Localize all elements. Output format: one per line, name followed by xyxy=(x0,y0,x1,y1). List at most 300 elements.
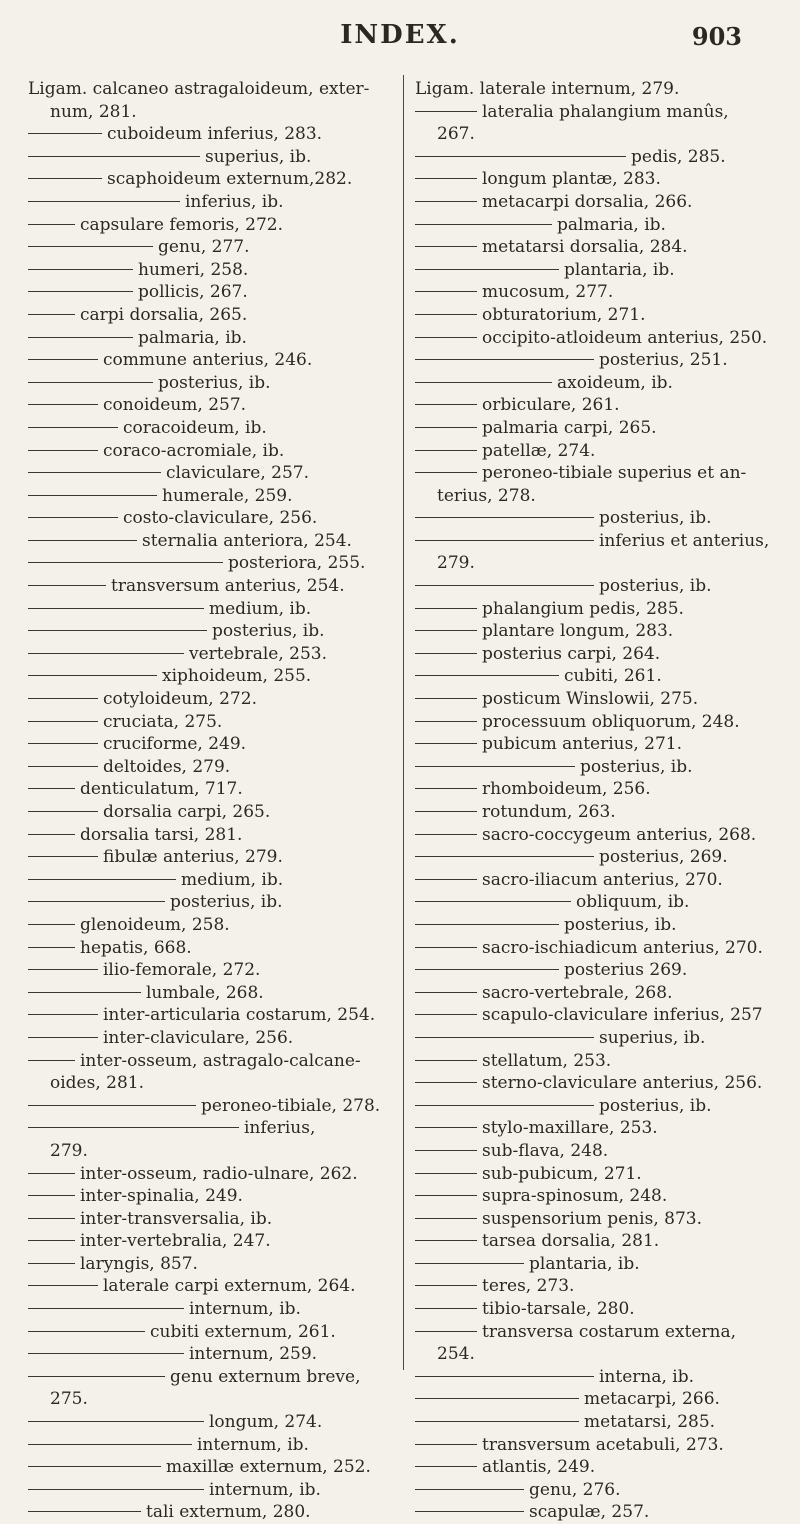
index-entry-text: pollicis, 267. xyxy=(138,282,248,303)
index-entry-text: cuboideum inferius, 283. xyxy=(107,124,323,145)
index-entry xyxy=(415,1072,795,1095)
ditto-dash xyxy=(415,1127,477,1128)
ditto-dash xyxy=(415,856,594,857)
index-entry xyxy=(28,1027,398,1050)
index-entry-text: inferius, xyxy=(244,1118,316,1139)
index-entry-text: sacro-coccygeum anterius, 268. xyxy=(482,824,757,845)
index-entry-text: genu, 276. xyxy=(529,1479,621,1500)
index-entry xyxy=(415,914,795,937)
index-entry xyxy=(415,620,795,643)
index-entry-text: inter-vertebralia, 247. xyxy=(80,1231,271,1252)
ditto-dash xyxy=(415,766,575,767)
index-entry xyxy=(415,168,795,191)
index-entry xyxy=(28,643,398,666)
index-entry-text: genu externum breve, xyxy=(170,1366,361,1387)
index-entry-text: processuum obliquorum, 248. xyxy=(482,711,740,732)
index-entry-text: stellatum, 253. xyxy=(482,1050,612,1071)
ditto-dash xyxy=(28,1240,75,1241)
index-entry xyxy=(28,1117,398,1140)
index-entry-text: claviculare, 257. xyxy=(166,463,310,484)
index-entry xyxy=(415,191,795,214)
ditto-dash xyxy=(28,788,75,789)
index-entry-text: inter-transversalia, ib. xyxy=(80,1208,273,1229)
ditto-dash xyxy=(415,1376,594,1377)
index-entry-text: peroneo-tibiale superius et an- xyxy=(482,463,747,484)
ditto-dash xyxy=(28,1285,98,1286)
index-entry xyxy=(415,1343,795,1366)
ditto-dash xyxy=(415,382,552,383)
ditto-dash xyxy=(415,585,594,586)
index-entry xyxy=(415,1095,795,1118)
ditto-dash xyxy=(415,1331,477,1332)
index-entry xyxy=(415,530,795,553)
index-entry xyxy=(415,281,795,304)
index-entry xyxy=(28,891,398,914)
index-entry-text: dorsalia carpi, 265. xyxy=(103,802,271,822)
index-entry-text: superius, ib. xyxy=(205,146,312,167)
index-entry-text: internum, 259. xyxy=(189,1344,318,1365)
index-entry xyxy=(28,1298,398,1321)
ditto-dash xyxy=(415,1285,477,1286)
ditto-dash xyxy=(28,517,118,518)
index-entry-text: 267. xyxy=(437,124,475,145)
index-entry-text: sterno-claviculare anterius, 256. xyxy=(482,1073,763,1094)
ditto-dash xyxy=(28,969,98,970)
ditto-dash xyxy=(28,178,102,179)
index-entry xyxy=(28,959,398,982)
index-entry-text: carpi dorsalia, 265. xyxy=(80,304,248,325)
index-entry-text: rhomboideum, 256. xyxy=(482,779,651,800)
index-entry xyxy=(415,959,795,982)
index-entry-text: glenoideum, 258. xyxy=(80,914,230,935)
index-entry xyxy=(415,665,795,688)
index-entry-text: inter-osseum, astragalo-calcane- xyxy=(80,1050,361,1071)
right-column xyxy=(415,78,795,1524)
ditto-dash xyxy=(28,924,75,925)
ditto-dash xyxy=(28,653,184,654)
index-entry xyxy=(28,485,398,508)
index-entry-text: oides, 281. xyxy=(50,1073,144,1094)
index-entry-text: 279. xyxy=(437,553,475,574)
ditto-dash xyxy=(28,1173,75,1174)
ditto-dash xyxy=(28,133,102,134)
ditto-dash xyxy=(415,156,626,157)
ditto-dash xyxy=(415,1218,477,1219)
index-entry-text: hepatis, 668. xyxy=(80,937,192,958)
index-entry xyxy=(28,372,398,395)
index-entry-text: posteriora, 255. xyxy=(228,553,366,574)
ditto-dash xyxy=(415,224,552,225)
index-entry xyxy=(28,1434,398,1457)
index-entry xyxy=(415,349,795,372)
index-entry xyxy=(28,937,398,960)
index-entry-text: commune anterius, 246. xyxy=(103,350,313,371)
ditto-dash xyxy=(28,156,200,157)
index-entry xyxy=(415,1388,795,1411)
ditto-dash xyxy=(28,359,98,360)
index-entry xyxy=(415,552,795,575)
index-entry xyxy=(415,891,795,914)
index-entry xyxy=(28,620,398,643)
ditto-dash xyxy=(415,924,559,925)
index-entry xyxy=(28,1456,398,1479)
index-entry xyxy=(28,598,398,621)
index-entry-text: peroneo-tibiale, 278. xyxy=(201,1095,381,1116)
index-entry xyxy=(415,1253,795,1276)
ditto-dash xyxy=(415,1398,579,1399)
ditto-dash xyxy=(415,1173,477,1174)
left-column xyxy=(28,78,398,1524)
ditto-dash xyxy=(28,879,176,880)
index-entry xyxy=(28,168,398,191)
index-entry xyxy=(415,1366,795,1389)
ditto-dash xyxy=(415,834,477,835)
index-entry-text: palmaria, ib. xyxy=(138,327,247,348)
index-entry xyxy=(28,462,398,485)
column-divider xyxy=(403,75,404,1370)
index-entry-text: sacro-ischiadicum anterius, 270. xyxy=(482,937,763,958)
index-entry xyxy=(28,349,398,372)
index-entry-text: sub-flava, 248. xyxy=(482,1140,609,1161)
index-entry-text: posterius, ib. xyxy=(212,621,325,642)
ditto-dash xyxy=(415,1150,477,1151)
index-entry xyxy=(415,1411,795,1434)
index-entry xyxy=(415,1321,795,1344)
ditto-dash xyxy=(415,291,477,292)
index-entry-text: orbiculare, 261. xyxy=(482,395,620,416)
index-entry-text: pubicum anterius, 271. xyxy=(482,734,683,755)
index-entry-text: teres, 273. xyxy=(482,1276,575,1297)
ditto-dash xyxy=(28,314,75,315)
index-entry xyxy=(28,236,398,259)
index-entry xyxy=(415,236,795,259)
ditto-dash xyxy=(28,811,98,812)
ditto-dash xyxy=(28,1060,75,1061)
ditto-dash xyxy=(28,1489,204,1490)
index-entry xyxy=(28,259,398,282)
index-entry xyxy=(28,1253,398,1276)
index-entry xyxy=(415,101,795,124)
index-entry-text: dorsalia tarsi, 281. xyxy=(80,824,243,845)
index-entry xyxy=(415,394,795,417)
index-entry-text: posterius, ib. xyxy=(599,508,712,529)
ditto-dash xyxy=(415,788,477,789)
ditto-dash xyxy=(28,201,180,202)
index-entry-text: cubiti, 261. xyxy=(564,666,662,687)
ditto-dash xyxy=(415,540,594,541)
index-entry xyxy=(415,485,795,508)
ditto-dash xyxy=(415,675,559,676)
ditto-dash xyxy=(415,721,477,722)
index-entry-text: metacarpi, 266. xyxy=(584,1389,720,1410)
index-entry xyxy=(415,440,795,463)
index-entry xyxy=(415,688,795,711)
index-entry xyxy=(28,123,398,146)
ditto-dash xyxy=(28,608,204,609)
index-entry xyxy=(415,1004,795,1027)
index-entry-text: medium, ib. xyxy=(209,598,312,619)
index-entry xyxy=(28,1095,398,1118)
ditto-dash xyxy=(415,1511,524,1512)
index-entry-text: costo-claviculare, 256. xyxy=(123,508,318,529)
ditto-dash xyxy=(415,698,477,699)
ditto-dash xyxy=(28,427,118,428)
index-entry-text: transversa costarum externa, xyxy=(482,1321,737,1342)
index-entry-text: palmaria, ib. xyxy=(557,214,666,235)
ditto-dash xyxy=(415,111,477,112)
page-title: INDEX. xyxy=(340,20,460,50)
index-entry xyxy=(415,1050,795,1073)
ditto-dash xyxy=(28,856,98,857)
index-entry-text: plantaria, ib. xyxy=(529,1253,640,1274)
ditto-dash xyxy=(415,201,477,202)
index-entry xyxy=(28,778,398,801)
index-entry xyxy=(415,1185,795,1208)
ditto-dash xyxy=(28,1308,184,1309)
index-entry xyxy=(415,598,795,621)
index-entry xyxy=(415,756,795,779)
index-entry-text: lateralia phalangium manûs, xyxy=(482,101,729,122)
ditto-dash xyxy=(28,291,133,292)
index-entry-text: suspensorium penis, 873. xyxy=(482,1208,702,1229)
index-entry-text: phalangium pedis, 285. xyxy=(482,598,684,619)
index-entry-text: internum, ib. xyxy=(209,1479,321,1500)
index-entry xyxy=(415,1501,795,1524)
index-entry xyxy=(415,417,795,440)
index-entry-text: internum, ib. xyxy=(189,1299,301,1320)
index-entry xyxy=(28,733,398,756)
index-entry-text: fibulæ anterius, 279. xyxy=(103,847,283,868)
ditto-dash xyxy=(415,1263,524,1264)
index-entry xyxy=(28,1275,398,1298)
index-entry-text: coracoideum, ib. xyxy=(123,417,267,438)
index-entry xyxy=(28,146,398,169)
index-entry xyxy=(28,530,398,553)
ditto-dash xyxy=(28,1376,165,1377)
index-entry xyxy=(28,1208,398,1231)
index-entry xyxy=(28,440,398,463)
ditto-dash xyxy=(28,1466,161,1467)
ditto-dash xyxy=(415,1308,477,1309)
index-entry-text: posterius carpi, 264. xyxy=(482,643,661,664)
ditto-dash xyxy=(28,834,75,835)
index-entry xyxy=(28,1163,398,1186)
ditto-dash xyxy=(415,1082,477,1083)
index-entry-text: mucosum, 277. xyxy=(482,282,614,303)
index-entry xyxy=(28,1185,398,1208)
ditto-dash xyxy=(415,404,477,405)
ditto-dash xyxy=(415,653,477,654)
index-entry xyxy=(415,372,795,395)
index-entry xyxy=(28,982,398,1005)
index-entry xyxy=(415,214,795,237)
index-entry xyxy=(28,1479,398,1502)
index-entry-text: inter-osseum, radio-ulnare, 262. xyxy=(80,1163,358,1184)
index-entry xyxy=(28,665,398,688)
ditto-dash xyxy=(28,404,98,405)
ditto-dash xyxy=(28,1037,98,1038)
ditto-dash xyxy=(28,1014,98,1015)
ditto-dash xyxy=(28,947,75,948)
ditto-dash xyxy=(415,1105,594,1106)
ditto-dash xyxy=(28,1263,75,1264)
index-entry xyxy=(415,1456,795,1479)
index-entry xyxy=(415,123,795,146)
ditto-dash xyxy=(415,1444,477,1445)
index-entry-text: inter-articularia costarum, 254. xyxy=(103,1005,376,1026)
ditto-dash xyxy=(415,992,477,993)
index-entry-text: supra-spinosum, 248. xyxy=(482,1186,668,1207)
ditto-dash xyxy=(28,766,98,767)
index-entry xyxy=(28,711,398,734)
index-entry xyxy=(415,327,795,350)
index-entry-text: capsulare femoris, 272. xyxy=(80,214,284,235)
ditto-dash xyxy=(415,1240,477,1241)
index-entry-text: axoideum, ib. xyxy=(557,372,673,393)
index-entry-text: plantare longum, 283. xyxy=(482,621,674,642)
ditto-dash xyxy=(28,495,157,496)
index-entry-text: 254. xyxy=(437,1344,475,1365)
ditto-dash xyxy=(28,1444,192,1445)
index-entry-text: humeri, 258. xyxy=(138,259,249,280)
index-entry-text: cubiti externum, 261. xyxy=(150,1321,336,1342)
index-entry-text: posterius, 251. xyxy=(599,350,728,371)
ditto-dash xyxy=(415,1014,477,1015)
ditto-dash xyxy=(28,698,98,699)
index-entry-text: laryngis, 857. xyxy=(80,1253,198,1274)
ditto-dash xyxy=(28,540,137,541)
index-entry xyxy=(415,304,795,327)
ditto-dash xyxy=(28,269,133,270)
index-entry-text: posterius, ib. xyxy=(599,576,712,597)
index-entry-text: tibio-tarsale, 280. xyxy=(482,1299,635,1320)
ditto-dash xyxy=(28,1218,75,1219)
page-header xyxy=(0,20,800,60)
index-entry-text: humerale, 259. xyxy=(162,485,293,506)
index-entry-text: inferius et anterius, xyxy=(599,530,770,551)
ditto-dash xyxy=(415,269,559,270)
index-entry-text: 275. xyxy=(50,1389,88,1410)
index-entry xyxy=(28,304,398,327)
index-entry-text: cotyloideum, 272. xyxy=(103,689,257,710)
index-entry xyxy=(415,1208,795,1231)
ditto-dash xyxy=(415,472,477,473)
index-entry xyxy=(28,1321,398,1344)
index-entry-text: longum plantæ, 283. xyxy=(482,169,661,190)
ditto-dash xyxy=(415,969,559,970)
index-entry-text: longum, 274. xyxy=(209,1412,323,1433)
index-entry xyxy=(28,869,398,892)
index-entry-text: scapulæ, 257. xyxy=(529,1502,650,1523)
index-entry-text: scapulo-claviculare inferius, 257 xyxy=(482,1005,763,1026)
index-entry xyxy=(415,78,795,101)
index-entry-text: conoideum, 257. xyxy=(103,395,247,416)
ditto-dash xyxy=(28,246,153,247)
page-number: 903 xyxy=(691,22,742,51)
index-entry-text: terius, 278. xyxy=(437,485,536,506)
index-entry xyxy=(415,801,795,824)
ditto-dash xyxy=(28,562,223,563)
index-entry xyxy=(28,552,398,575)
ditto-dash xyxy=(28,743,98,744)
index-entry xyxy=(415,869,795,892)
index-entry xyxy=(28,575,398,598)
index-entry-text: ilio-femorale, 272. xyxy=(103,960,261,981)
ditto-dash xyxy=(415,359,594,360)
index-entry-text: posterius, ib. xyxy=(580,756,693,777)
index-entry xyxy=(28,507,398,530)
ditto-dash xyxy=(28,382,153,383)
ditto-dash xyxy=(415,608,477,609)
ditto-dash xyxy=(415,1037,594,1038)
ditto-dash xyxy=(28,337,133,338)
index-entry-text: obliquum, ib. xyxy=(576,892,690,913)
index-entry xyxy=(415,1230,795,1253)
index-entry-text: metatarsi dorsalia, 284. xyxy=(482,237,688,258)
ditto-dash xyxy=(28,472,161,473)
index-entry-text: palmaria carpi, 265. xyxy=(482,417,657,438)
index-entry-text: posticum Winslowii, 275. xyxy=(482,689,699,710)
index-entry-text: laterale carpi externum, 264. xyxy=(103,1276,356,1297)
index-entry-text: plantaria, ib. xyxy=(564,259,675,280)
index-entry xyxy=(28,191,398,214)
ditto-dash xyxy=(28,1105,196,1106)
index-entry xyxy=(415,146,795,169)
index-entry xyxy=(28,327,398,350)
index-entry-text: tarsea dorsalia, 281. xyxy=(482,1231,660,1252)
index-entry-text: 279. xyxy=(50,1140,88,1161)
ditto-dash xyxy=(415,1466,477,1467)
index-entry xyxy=(28,1230,398,1253)
index-entry-text: genu, 277. xyxy=(158,237,250,258)
index-entry xyxy=(28,1411,398,1434)
index-entry xyxy=(28,801,398,824)
index-entry xyxy=(415,643,795,666)
ditto-dash xyxy=(415,314,477,315)
ditto-dash xyxy=(415,743,477,744)
index-entry xyxy=(28,281,398,304)
index-entry-text: interna, ib. xyxy=(599,1366,695,1387)
index-entry-text: posterius, ib. xyxy=(599,1095,712,1116)
ditto-dash xyxy=(415,811,477,812)
ditto-dash xyxy=(28,901,165,902)
index-entry-text: denticulatum, 717. xyxy=(80,779,243,800)
ditto-dash xyxy=(28,1353,184,1354)
index-entry xyxy=(28,1050,398,1073)
index-entry-text: num, 281. xyxy=(50,101,137,122)
index-entry xyxy=(415,1479,795,1502)
index-entry-text: transversum acetabuli, 273. xyxy=(482,1434,724,1455)
index-entry-text: superius, ib. xyxy=(599,1027,706,1048)
index-entry-text: inter-spinalia, 249. xyxy=(80,1186,243,1207)
ditto-dash xyxy=(28,1331,145,1332)
index-entry-text: medium, ib. xyxy=(181,869,284,890)
index-entry-text: xiphoideum, 255. xyxy=(162,666,312,687)
index-entry-text: sacro-vertebrale, 268. xyxy=(482,982,673,1003)
index-entry-text: posterius, ib. xyxy=(158,372,271,393)
index-entry-text: inferius, ib. xyxy=(185,191,284,212)
index-entry-text: posterius, ib. xyxy=(564,914,677,935)
index-entry-text: cruciata, 275. xyxy=(103,711,223,732)
index-entry xyxy=(415,1163,795,1186)
index-entry-text: sacro-iliacum anterius, 270. xyxy=(482,869,723,890)
index-entry-text: inter-claviculare, 256. xyxy=(103,1027,294,1048)
index-entry xyxy=(415,462,795,485)
ditto-dash xyxy=(415,246,477,247)
index-entry-text: coraco-acromiale, ib. xyxy=(103,440,285,461)
index-entry-text: pedis, 285. xyxy=(631,146,726,167)
index-entry xyxy=(415,1434,795,1457)
